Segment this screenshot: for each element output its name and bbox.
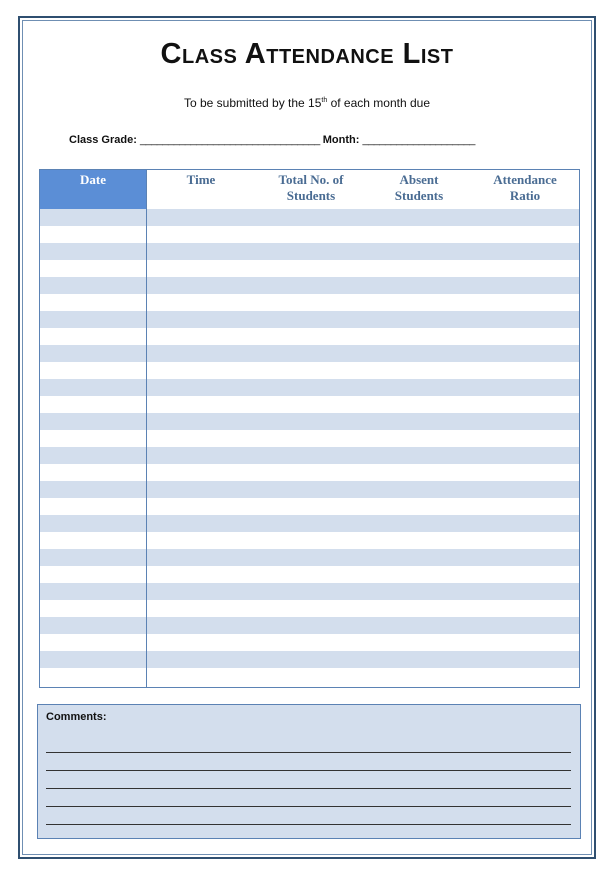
header-total-students — [255, 170, 367, 209]
table-row[interactable] — [40, 345, 579, 362]
table-body — [40, 209, 579, 685]
attendance-table — [39, 169, 580, 688]
header-time-line1: Time — [186, 172, 216, 187]
header-date — [40, 170, 146, 209]
submission-note-tail: of each month due — [327, 96, 430, 110]
table-row[interactable] — [40, 362, 579, 379]
table-row[interactable] — [40, 481, 579, 498]
header-absent-line2: Students — [394, 188, 444, 203]
header-absent-students — [367, 170, 471, 209]
table-row[interactable] — [40, 260, 579, 277]
comment-line[interactable] — [46, 806, 571, 807]
table-row[interactable] — [40, 566, 579, 583]
comment-line[interactable] — [46, 770, 571, 771]
comments-label: Comments: — [46, 711, 107, 723]
table-row[interactable] — [40, 277, 579, 294]
header-time — [147, 170, 255, 209]
date-column-divider — [146, 170, 147, 688]
header-total-line2: Students — [286, 188, 336, 203]
page-title: Class Attendance List — [160, 38, 454, 70]
table-row[interactable] — [40, 294, 579, 311]
table-row[interactable] — [40, 617, 579, 634]
comment-line[interactable] — [46, 788, 571, 789]
table-row[interactable] — [40, 226, 579, 243]
table-row[interactable] — [40, 668, 579, 685]
table-row[interactable] — [40, 243, 579, 260]
class-grade-field[interactable]: ________________________________ — [139, 134, 320, 146]
table-row[interactable] — [40, 651, 579, 668]
header-total-line1: Total No. of — [278, 172, 344, 187]
table-row[interactable] — [40, 430, 579, 447]
table-row[interactable] — [40, 311, 579, 328]
class-grade-label: Class Grade: — [69, 134, 137, 146]
table-row[interactable] — [40, 634, 579, 651]
header-absent-line1: Absent — [399, 172, 439, 187]
table-row[interactable] — [40, 464, 579, 481]
submission-note — [0, 96, 614, 110]
submission-note-text: To be submitted by the 15 — [183, 96, 322, 110]
comment-line[interactable] — [46, 824, 571, 825]
table-row[interactable] — [40, 379, 579, 396]
table-row[interactable] — [40, 413, 579, 430]
table-row[interactable] — [40, 583, 579, 600]
table-header — [40, 170, 579, 209]
month-label: Month: — [322, 134, 360, 146]
table-row[interactable] — [40, 396, 579, 413]
comment-line[interactable] — [46, 752, 571, 753]
month-field[interactable]: ____________________ — [362, 134, 475, 146]
table-row[interactable] — [40, 515, 579, 532]
header-attendance-ratio — [471, 170, 579, 209]
table-row[interactable] — [40, 549, 579, 566]
table-row[interactable] — [40, 328, 579, 345]
table-row[interactable] — [40, 600, 579, 617]
header-ratio-line2: Ratio — [509, 188, 541, 203]
table-row[interactable] — [40, 532, 579, 549]
header-date-line1: Date — [80, 172, 106, 187]
header-ratio-line1: Attendance — [493, 172, 557, 187]
table-row[interactable] — [40, 209, 579, 226]
table-row[interactable] — [40, 447, 579, 464]
header-fields — [69, 134, 475, 146]
table-row[interactable] — [40, 498, 579, 515]
comments-box — [37, 704, 581, 839]
submission-note-ordinal: th — [321, 97, 328, 104]
